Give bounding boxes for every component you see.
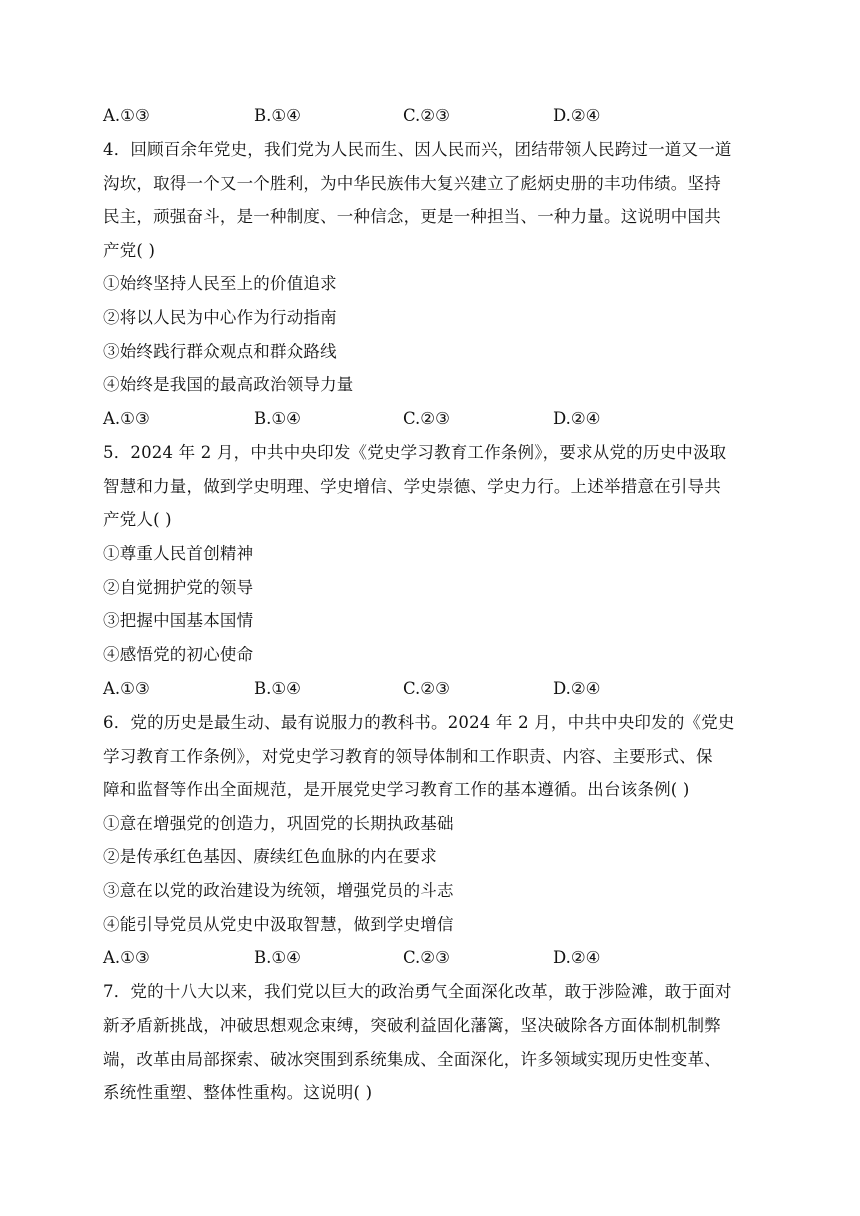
option-b: B.①④ (254, 948, 301, 967)
q5-stem-line-3: 产党人( ) (103, 510, 172, 529)
q4-item-1: ①始终坚持人民至上的价值追求 (103, 274, 337, 293)
q6-item-4: ④能引导党员从党史中汲取智慧，做到学史增信 (103, 915, 454, 934)
q4-item-2: ②将以人民为中心作为行动指南 (103, 308, 337, 327)
q4-stem-line-2: 沟坎，取得一个又一个胜利，为中华民族伟大复兴建立了彪炳史册的丰功伟绩。坚持 (103, 174, 721, 193)
option-c: C.②③ (403, 409, 450, 428)
q7-stem-line-2: 新矛盾新挑战，冲破思想观念束缚，突破利益固化藩篱，坚决破除各方面体制机制弊 (103, 1016, 721, 1035)
q7-stem-line-4: 系统性重塑、整体性重构。这说明( ) (103, 1083, 373, 1102)
option-b: B.①④ (254, 409, 301, 428)
option-b: B.①④ (254, 106, 301, 125)
q5-item-1: ①尊重人民首创精神 (103, 544, 254, 563)
q6-stem-line-3: 障和监督等作出全面规范，是开展党史学习教育工作的基本遵循。出台该条例( ) (103, 780, 690, 799)
q6-item-2: ②是传承红色基因、赓续红色血脉的内在要求 (103, 847, 437, 866)
q6-stem-line-1: 6．党的历史是最生动、最有说服力的教科书。2024 年 2 月，中共中央印发的《党史 (103, 713, 735, 732)
q5-options (103, 678, 763, 700)
option-c: C.②③ (403, 679, 450, 698)
q6-item-3: ③意在以党的政治建设为统领，增强党员的斗志 (103, 881, 454, 900)
option-a: A.①③ (103, 409, 150, 428)
option-c: C.②③ (403, 948, 450, 967)
option-d: D.②④ (553, 948, 601, 967)
option-d: D.②④ (553, 106, 601, 125)
option-c: C.②③ (403, 106, 450, 125)
q4-stem-line-3: 民主，顽强奋斗，是一种制度、一种信念，更是一种担当、一种力量。这说明中国共 (103, 207, 721, 226)
q5-stem-line-1: 5．2024 年 2 月，中共中央印发《党史学习教育工作条例》，要求从党的历史中汲取 (103, 443, 727, 462)
q4-item-4: ④始终是我国的最高政治领导力量 (103, 375, 354, 394)
q6-item-1: ①意在增强党的创造力，巩固党的长期执政基础 (103, 814, 454, 833)
q4-stem-line-4: 产党( ) (103, 241, 156, 260)
q6-stem-line-2: 学习教育工作条例》，对党史学习教育的领导体制和工作职责、内容、主要形式、保 (103, 747, 713, 766)
option-b: B.①④ (254, 679, 301, 698)
option-a: A.①③ (103, 679, 150, 698)
q5-stem-line-2: 智慧和力量，做到学史明理、学史增信、学史崇德、学史力行。上述举措意在引导共 (103, 477, 721, 496)
option-d: D.②④ (553, 679, 601, 698)
q4-options (103, 408, 763, 430)
q5-item-4: ④感悟党的初心使命 (103, 645, 254, 664)
q5-item-3: ③把握中国基本国情 (103, 611, 254, 630)
q6-options (103, 947, 763, 969)
option-a: A.①③ (103, 106, 150, 125)
q7-stem-line-3: 端，改革由局部探索、破冰突围到系统集成、全面深化，许多领域实现历史性变革、 (103, 1050, 721, 1069)
q4-stem-line-1: 4．回顾百余年党史，我们党为人民而生、因人民而兴，团结带领人民跨过一道又一道 (103, 140, 732, 159)
q5-item-2: ②自觉拥护党的领导 (103, 578, 254, 597)
q4-item-3: ③始终践行群众观点和群众路线 (103, 342, 337, 361)
option-a: A.①③ (103, 948, 150, 967)
option-d: D.②④ (553, 409, 601, 428)
top-options (103, 105, 763, 127)
q7-stem-line-1: 7．党的十八大以来，我们党以巨大的政治勇气全面深化改革，敢于涉险滩，敢于面对 (103, 982, 732, 1001)
